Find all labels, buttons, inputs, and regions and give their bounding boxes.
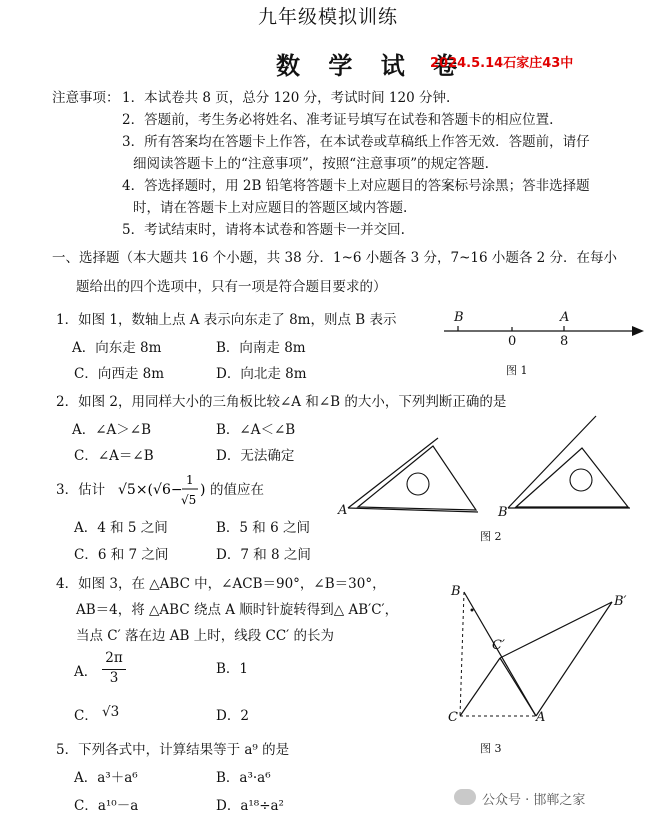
notice-item-3-cont: 细阅读答题卡上的“注意事项”，按照“注意事项”的规定答题.	[133, 156, 489, 172]
q4-option-a-numerator: 2π	[105, 650, 123, 666]
notice-item-4-cont: 时，请在答题卡上对应题目的答题区域内答题.	[133, 200, 408, 216]
q4-option-b: B．1	[216, 661, 249, 677]
svg-text:): )	[200, 482, 206, 498]
fig1-tick-0: 0	[508, 334, 517, 349]
q2-stem: 2．如图 2，用同样大小的三角板比较∠A 和∠B 的大小，下列判断正确的是	[56, 394, 507, 410]
fig3-caption: 图 3	[480, 742, 502, 755]
fig1-caption: 图 1	[506, 364, 528, 377]
fig3-label-b-prime: B′	[614, 594, 627, 609]
q4-stem-line3: 当点 C′ 落在边 AB 上时，线段 CC′ 的长为	[76, 628, 335, 644]
q1-option-b: B．向南走 8m	[216, 340, 306, 356]
q5-option-a: A．a³＋a⁶	[74, 770, 138, 786]
q5-option-d: D．a¹⁸÷a²	[216, 798, 284, 814]
q3-option-a: A．4 和 5 之间	[74, 520, 168, 536]
fig2-label-a: A	[338, 503, 348, 518]
q3-stem-suffix: 的值应在	[210, 482, 264, 498]
q1-stem: 1．如图 1，数轴上点 A 表示向东走了 8m，则点 B 表示	[56, 312, 397, 328]
svg-text:1: 1	[186, 473, 194, 487]
wechat-icon	[454, 789, 476, 805]
fig2-label-b: B	[498, 505, 508, 520]
q3-option-b: B．5 和 6 之间	[216, 520, 310, 536]
q4-option-c-value: √3	[102, 704, 120, 720]
q3-stem-prefix: 3．估计	[56, 482, 106, 498]
notice-item-3: 3．所有答案均在答题卡上作答，在本试卷或草稿纸上作答无效．答题前，请仔	[122, 134, 590, 150]
q4-stem-line2: AB＝4，将 △ABC 绕点 A 顺时针旋转得到△ AB′C′，	[76, 602, 399, 618]
q1-option-a: A．向东走 8m	[72, 340, 162, 356]
q2-option-c: C．∠A＝∠B	[74, 448, 154, 464]
exam-source-tag: 2024.5.14石家庄43中	[430, 56, 574, 71]
q4-stem-line1: 4．如图 3，在 △ABC 中，∠ACB＝90°，∠B＝30°，	[56, 576, 386, 592]
q5-stem: 5．下列各式中，计算结果等于 a⁹ 的是	[56, 742, 290, 758]
q1-option-d: D．向北走 8m	[216, 366, 307, 382]
q3-expression	[118, 466, 210, 512]
q4-option-a-denominator: 3	[109, 670, 119, 686]
fig1-tick-8: 8	[560, 334, 569, 349]
notice-item-5: 5．考试结束时，请将本试卷和答题卡一并交回.	[122, 222, 405, 238]
exam-title: 数 学 试 卷	[276, 51, 468, 80]
fig3-label-b: B	[451, 584, 461, 599]
notice-item-2: 2．答题前，考生务必将姓名、准考证号填写在试卷和答题卡的相应位置.	[122, 112, 554, 128]
q2-option-a: A．∠A＞∠B	[72, 422, 152, 438]
section-heading: 一、选择题（本大题共 16 个小题，共 38 分．1~6 小题各 3 分，7~16 小题各 2 分．在每小	[52, 250, 618, 266]
q4-option-a-label: A．	[74, 664, 98, 680]
svg-text:√5: √5	[181, 493, 197, 507]
notice-item-1: 1．本试卷共 8 页，总分 120 分，考试时间 120 分钟.	[122, 90, 451, 106]
exam-subtitle: 九年级模拟训练	[257, 6, 398, 28]
q5-option-b: B．a³·a⁶	[216, 770, 271, 786]
figure-1-number-line	[440, 305, 650, 375]
fig1-label-b: B	[454, 310, 464, 325]
figure-2-triangles	[338, 408, 638, 528]
fig3-label-c: C	[448, 710, 458, 725]
q5-option-c: C．a¹⁰－a	[74, 798, 139, 814]
section-heading-cont: 题给出的四个选项中，只有一项是符合题目要求的）	[76, 279, 387, 295]
q2-option-d: D．无法确定	[216, 448, 295, 464]
q1-option-c: C．向西走 8m	[74, 366, 165, 382]
q4-option-c-label: C．	[74, 708, 98, 724]
notice-label: 注意事项：	[52, 90, 120, 106]
fig3-label-a: A	[536, 710, 546, 725]
q4-option-d: D．2	[216, 708, 249, 724]
q3-option-c: C．6 和 7 之间	[74, 547, 169, 563]
q2-option-b: B．∠A＜∠B	[216, 422, 296, 438]
q3-option-d: D．7 和 8 之间	[216, 547, 311, 563]
notice-item-4: 4．答选择题时，用 2B 铅笔将答题卡上对应题目的答案标号涂黑；答非选择题	[122, 178, 590, 194]
svg-text:√5×(√6−: √5×(√6−	[118, 482, 183, 498]
fig1-label-a: A	[560, 310, 570, 325]
watermark-text: 公众号 · 邯郸之家	[482, 793, 586, 808]
fig2-caption: 图 2	[480, 530, 502, 543]
fig3-label-c-prime: C′	[492, 638, 505, 653]
